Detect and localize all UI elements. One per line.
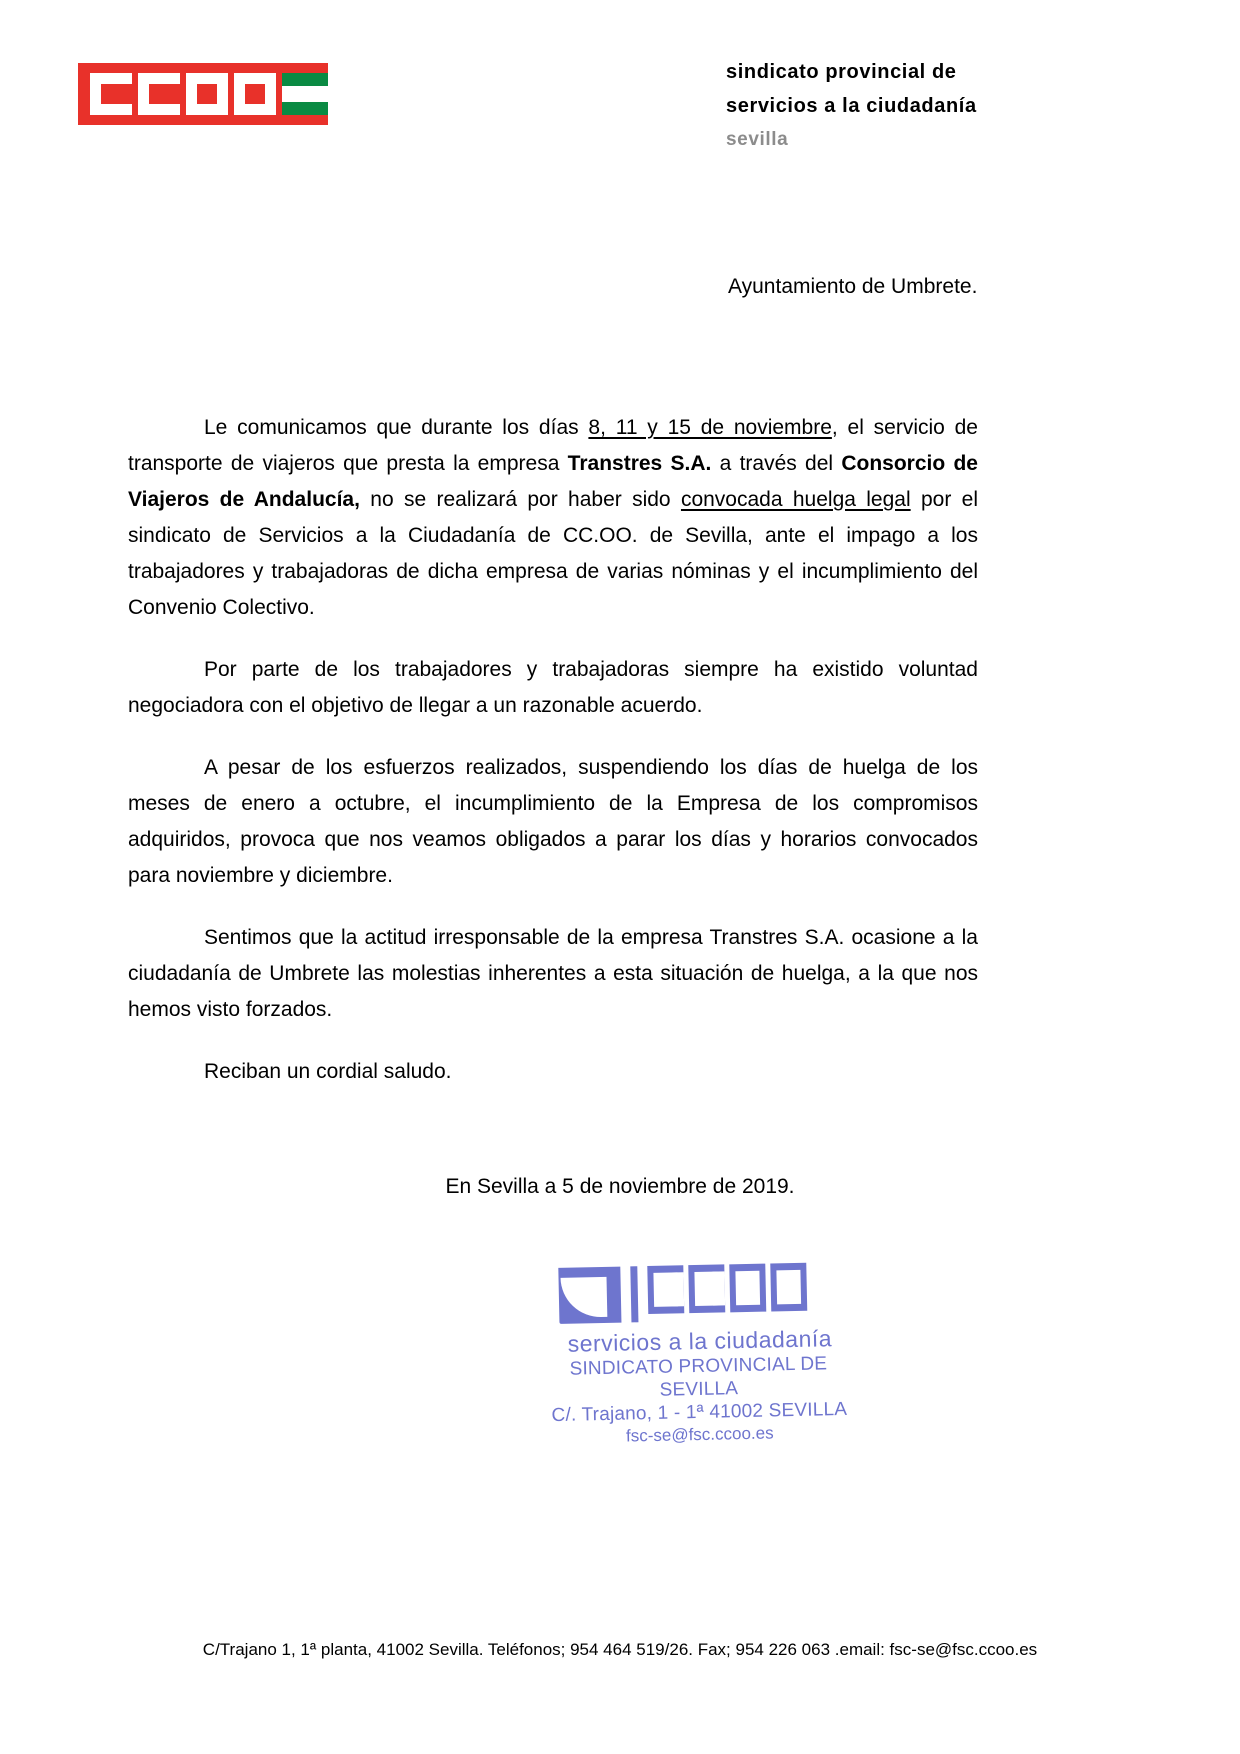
- logo-letter-c-2: [138, 73, 180, 115]
- p1-segment-5: por el sindicato de Servicios a la Ciudadanía de CC.OO. de Sevilla, ante el impago a los trabajadores y trabajadoras de dicha empresa de varias nóminas y el incumplimiento del Convenio Colectivo.: [128, 488, 979, 619]
- andalusia-flag-icon: [282, 73, 328, 115]
- footer-contact: C/Trajano 1, 1ª planta, 41002 Sevilla. Teléfonos; 954 464 519/26. Fax; 954 226 063 .email: fsc-se@fsc.ccoo.es: [202, 1640, 1038, 1659]
- paragraph-4: Sentimos que la actitud irresponsable de la empresa Transtres S.A. ocasione a la ciudadanía de Umbrete las molestias inherentes a esta situación de huelga, a la que nos hemos visto forzados.: [128, 926, 978, 1021]
- ccoo-logo-glyphs: [90, 73, 328, 115]
- p1-bold-company: Transtres S.A.: [567, 452, 712, 475]
- addressee: Ayuntamiento de Umbrete.: [728, 275, 978, 298]
- ccoo-logo: [78, 63, 328, 125]
- stamp-letter-c-1: [647, 1265, 684, 1314]
- letterhead-line-1: sindicato provincial de: [726, 61, 957, 83]
- stamp-line-2: SINDICATO PROVINCIAL DE SEVILLA: [569, 1353, 828, 1401]
- letterhead-line-2: servicios a la ciudadanía: [726, 95, 977, 117]
- stamp-wave-icon: [558, 1267, 621, 1324]
- stamp-letter-o-2: [770, 1263, 807, 1312]
- stamp-line-4-email: fsc-se@fsc.ccoo.es: [625, 1423, 774, 1446]
- paragraph-1: [128, 410, 978, 626]
- paragraph-5: Reciban un cordial saludo.: [204, 1060, 452, 1083]
- logo-letter-c-1: [90, 73, 132, 115]
- stamp-line-1: servicios a la ciudadanía: [567, 1325, 833, 1357]
- paragraph-2: Por parte de los trabajadores y trabajadoras siempre ha existido voluntad negociadora con el objetivo de llegar a un razonable acuerdo.: [128, 658, 978, 717]
- stamp-line-3: C/. Trajano, 1 - 1ª 41002 SEVILLA: [551, 1398, 848, 1427]
- p1-segment-4: no se realizará por haber sido: [359, 488, 681, 511]
- letter-body: [128, 410, 978, 1090]
- paragraph-3: A pesar de los esfuerzos realizados, suspendiendo los días de huelga de los meses de enero a octubre, el incumplimiento de la Empresa de los compromisos adquiridos, provoca que nos veamos obligados a parar los días y horarios convocados para noviembre y diciembre.: [128, 756, 978, 887]
- p1-underline-dates: 8, 11 y 15 de noviembre: [588, 416, 832, 439]
- logo-letter-o-2: [234, 73, 276, 115]
- p1-segment-2: , el servicio de transporte de viajeros que presta la empresa: [128, 416, 978, 475]
- stamp-ccoo-glyphs: [647, 1263, 807, 1314]
- p1-bold-consortium: Consorcio de Viajeros de Andalucía,: [128, 452, 978, 511]
- stamp-logo: [546, 1262, 847, 1330]
- letterhead-city: sevilla: [726, 129, 789, 150]
- letterhead-text: [726, 55, 1146, 157]
- rubber-stamp: [546, 1262, 849, 1446]
- p1-underline-strike: convocada huelga legal: [680, 488, 911, 511]
- p1-segment-1: Le comunicamos que durante los días: [204, 416, 589, 439]
- stamp-letter-o-1: [729, 1264, 766, 1313]
- logo-letter-o-1: [186, 73, 228, 115]
- stamp-divider-bar: [630, 1266, 638, 1322]
- place-and-date: En Sevilla a 5 de noviembre de 2019.: [445, 1175, 795, 1198]
- stamp-letter-c-2: [688, 1264, 725, 1313]
- p1-segment-3: a través del: [711, 452, 842, 475]
- letterhead: [0, 55, 1240, 165]
